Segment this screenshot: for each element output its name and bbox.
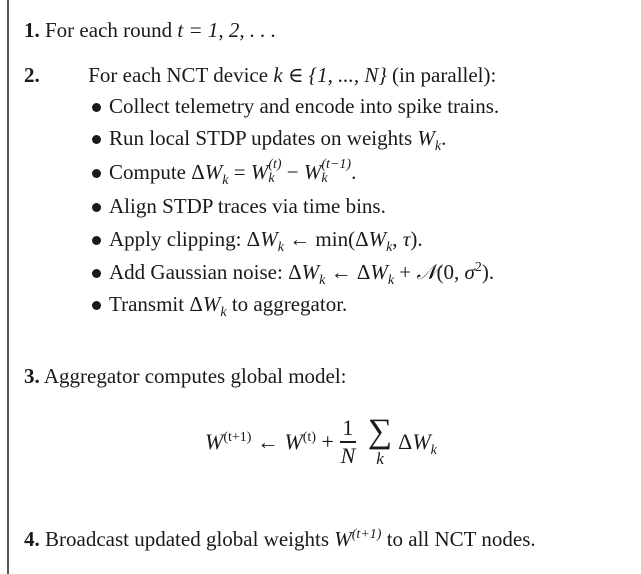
bullet-text: Align STDP traces via time bins.: [109, 194, 386, 218]
bullet-text: Transmit: [109, 292, 185, 316]
global-weights-symbol: $W^{(t+1)}$: [334, 527, 382, 551]
delta-formula: $\Delta W_k = W$ (t) k − W (t−1) k .: [191, 157, 357, 188]
step-1: [24, 18, 276, 42]
bullet-icon: [92, 269, 101, 278]
clip-formula: $\Delta W_k$ ← $\min(\Delta W_k$, τ).: [246, 227, 423, 255]
left-border: [7, 0, 9, 574]
bullet-text: Compute: [109, 160, 186, 184]
bullet-text: Run local STDP updates on weights: [109, 126, 413, 150]
bullet-text: Add Gaussian noise:: [109, 260, 283, 284]
step-4-text: Broadcast updated global weights: [45, 527, 330, 551]
bullet-icon: [92, 236, 101, 245]
step-3-number: 3.: [24, 364, 40, 388]
step-2: [24, 63, 496, 87]
bullet-icon: [92, 103, 101, 112]
weights-symbol: $W_k$: [417, 126, 442, 154]
bullet-item-compute: [92, 157, 357, 188]
step-3-text: Aggregator computes global model:: [43, 364, 347, 388]
step-2-number: 2.: [24, 63, 40, 87]
noise-formula: $\Delta W_k$ ← $\Delta W_k$ + 𝒩(0, $\sigma^2$).: [288, 260, 495, 288]
bullet-text: Apply clipping:: [109, 227, 242, 251]
bullet-icon: [92, 301, 101, 310]
bullet-item-align: [92, 194, 386, 218]
sum-symbol: ∑ k: [367, 413, 393, 468]
transmit-symbol: $\Delta W_k$: [189, 292, 227, 320]
step-2-text: For each NCT device: [88, 63, 269, 87]
step-4-number: 4.: [24, 527, 40, 551]
aggregation-equation: $W^{(t+1)}$ ← $W^{(t)}$ + $\frac{1}{N}$ ∑ k $\Delta W_k$: [205, 413, 437, 468]
step-4: [24, 527, 536, 551]
bullet-item-transmit: [92, 292, 348, 320]
step-2-tail: (in parallel):: [391, 63, 497, 87]
bullet-icon: [92, 203, 101, 212]
step-1-number: 1.: [24, 18, 40, 42]
bullet-tail: to aggregator.: [231, 292, 348, 316]
bullet-text: Collect telemetry and encode into spike trains.: [109, 94, 500, 118]
bullet-item-noise: [92, 260, 495, 288]
bullet-icon: [92, 135, 101, 144]
bullet-item-collect: [92, 94, 499, 118]
step-2-math: k ∈ {1, ..., N}: [273, 63, 387, 87]
step-1-math: t = 1, 2, . . .: [177, 18, 277, 42]
fraction: $\frac{1}{N}$: [340, 415, 356, 468]
bullet-icon: [92, 169, 101, 178]
step-3: [24, 364, 347, 388]
step-4-tail: to all NCT nodes.: [386, 527, 536, 551]
step-1-text: For each round: [45, 18, 173, 42]
bullet-item-stdp: Run local STDP updates on weights $W_k$.: [92, 126, 446, 150]
bullet-item-clip: [92, 227, 423, 255]
